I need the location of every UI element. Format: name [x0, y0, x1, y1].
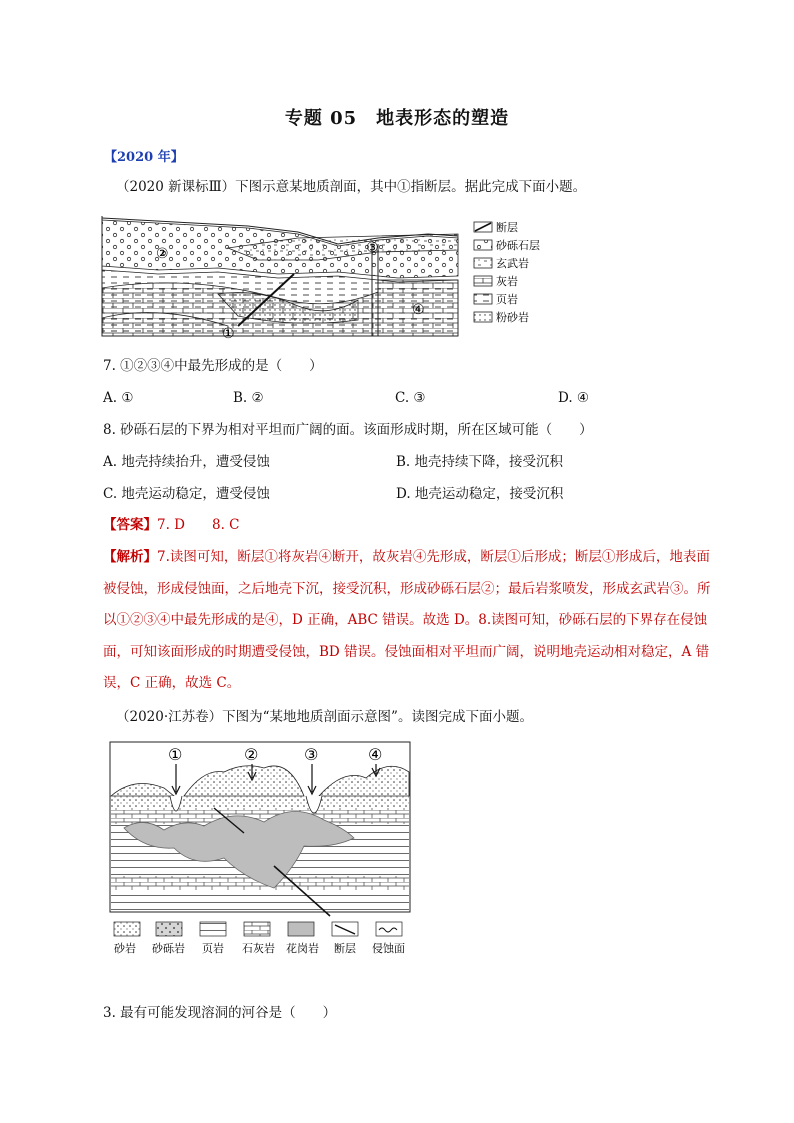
fig1-marker-4: ④	[412, 302, 425, 318]
q7-stem: 7. ①②③④中最先形成的是（ ）	[103, 358, 323, 374]
geologic-section-figure-1	[98, 208, 558, 344]
fig1-marker-3: ③	[366, 240, 379, 256]
legend-fault: 断层	[496, 221, 518, 234]
q8-option-d: D. 地壳运动稳定，接受沉积	[396, 486, 564, 502]
page-title: 专题 05 地表形态的塑造	[284, 108, 510, 129]
geologic-section-figure-2	[104, 738, 416, 960]
legend-shale: 页岩	[496, 293, 518, 306]
legend-fault-2: 断层	[334, 942, 356, 955]
fig2-marker-4: ④	[368, 745, 383, 764]
fig2-marker-3: ③	[304, 745, 319, 764]
legend-conglomerate: 砂砾岩	[152, 942, 185, 955]
year-tag: 【2020 年】	[104, 150, 184, 165]
q8-stem: 8. 砂砾石层的下界为相对平坦而广阔的面。该面形成时期，所在区域可能（ ）	[103, 422, 593, 438]
fig1-marker-1: ①	[222, 326, 235, 342]
legend-sandstone: 砂岩	[114, 942, 136, 955]
q3-stem: 3. 最有可能发现溶洞的河谷是（ ）	[103, 1005, 337, 1021]
q8-option-c: C. 地壳运动稳定，遭受侵蚀	[103, 486, 270, 502]
legend-granite: 花岗岩	[286, 942, 319, 955]
answer-line	[103, 515, 240, 535]
fig1-marker-2: ②	[156, 246, 169, 262]
q7-option-b: B. ②	[233, 390, 264, 406]
question-intro-1: （2020 新课标Ⅲ）下图示意某地质剖面，其中①指断层。据此完成下面小题。	[116, 179, 587, 195]
legend-gravel: 砂砾石层	[496, 239, 540, 252]
fig2-marker-2: ②	[244, 745, 259, 764]
q7-option-c: C. ③	[395, 390, 426, 406]
q7-option-d: D. ④	[558, 390, 590, 406]
q7-option-a: A. ①	[103, 390, 134, 406]
q8-option-b: B. 地壳持续下降，接受沉积	[396, 454, 564, 470]
legend-erosion-surface: 侵蚀面	[372, 942, 405, 955]
fig2-marker-1: ①	[168, 745, 183, 764]
analysis-label: 【解析】	[103, 549, 157, 565]
legend-limestone-2: 石灰岩	[242, 942, 275, 955]
question-intro-2: （2020·江苏卷）下图为“某地地质剖面示意图”。读图完成下面小题。	[116, 709, 533, 725]
analysis-text: 7.读图可知，断层①将灰岩④断开，故灰岩④先形成，断层①后形成；断层①形成后，地表面被侵蚀，形成侵蚀面，之后地壳下沉，接受沉积，形成砂砾石层②；最后岩浆喷发，形成玄武岩③。所以①②③④中最先形成的是④，D 正确，ABC 错误。故选 D。8.读图可知，砂砾石层的下界存在侵蚀面，可知该面形成的时期遭受侵蚀，BD 错误。侵蚀面相对平坦而广阔，说明地壳运动相对稳定，A 错误，C 正确，故选 C。	[103, 549, 711, 691]
legend-basalt: 玄武岩	[496, 257, 529, 270]
legend-shale-2: 页岩	[202, 942, 224, 955]
fig2-legend	[114, 922, 405, 955]
fig1-legend	[474, 220, 540, 324]
analysis-paragraph	[103, 542, 723, 700]
legend-siltstone: 粉砂岩	[496, 311, 529, 324]
q8-option-a: A. 地壳持续抬升，遭受侵蚀	[103, 454, 270, 470]
answer-label: 【答案】	[103, 517, 157, 533]
legend-limestone: 灰岩	[496, 275, 518, 288]
answer-text: 7. D 8. C	[157, 517, 240, 533]
